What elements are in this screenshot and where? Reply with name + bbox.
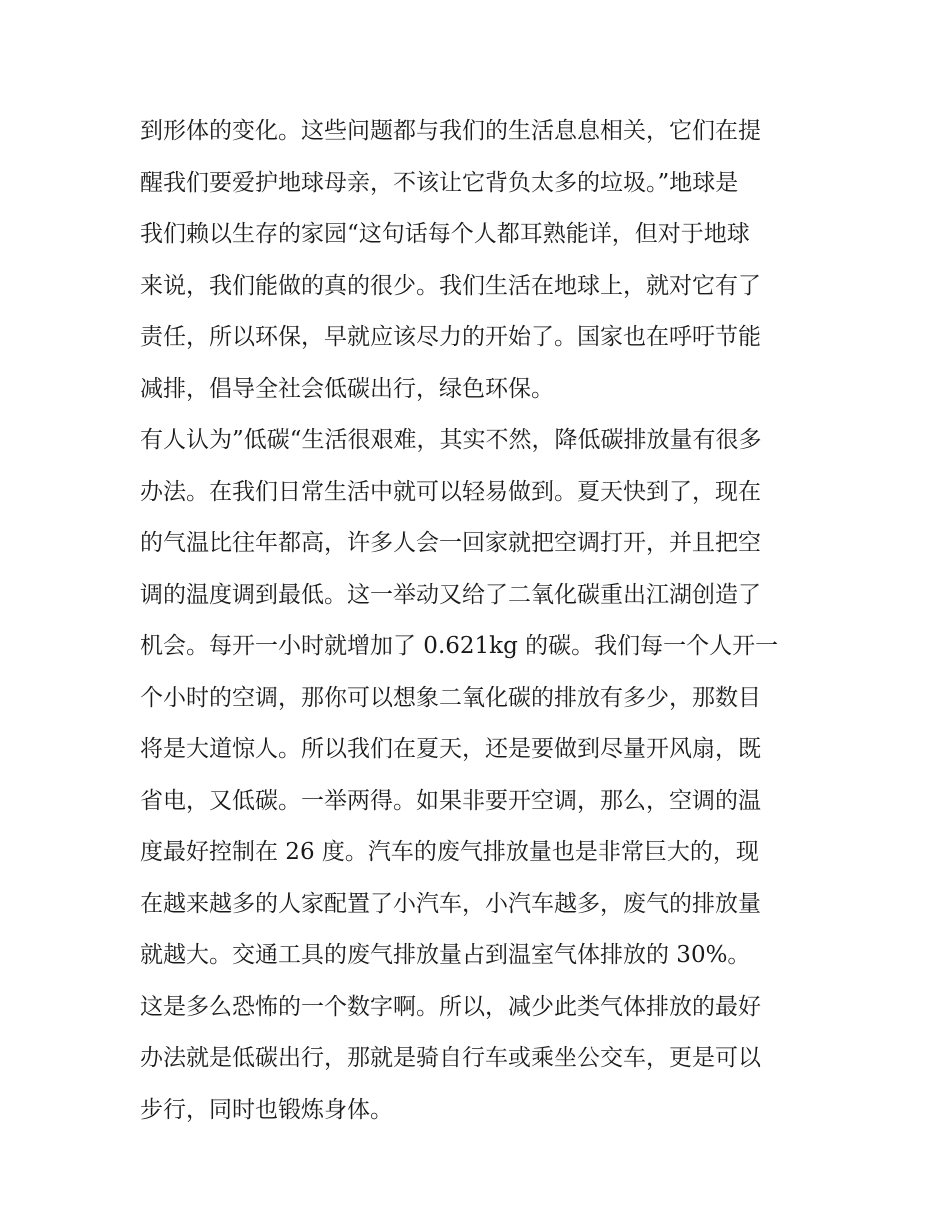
text-line: 调的温度调到最低。这一举动又给了二氧化碳重出江湖创造了 bbox=[140, 581, 761, 608]
text-line: 度最好控制在 26 度。汽车的废气排放量也是非常巨大的，现 bbox=[140, 839, 759, 865]
text-line: 到形体的变化。这些问题都与我们的生活息息相关，它们在提 bbox=[140, 118, 761, 144]
text-line: 醒我们要爱护地球母亲，不该让它背负太多的垃圾。”地球是 bbox=[140, 169, 739, 196]
text-line: 有人认为”低碳“生活很艰难，其实不然，降低碳排放量有很多 bbox=[140, 427, 762, 453]
text-line: 在越来越多的人家配置了小汽车，小汽车越多，废气的排放量 bbox=[140, 890, 761, 917]
body-text bbox=[140, 106, 820, 1136]
text-line: 来说，我们能做的真的很少。我们生活在地球上，就对它有了 bbox=[140, 272, 761, 299]
text-line: 个小时的空调，那你可以想象二氧化碳的排放有多少，那数目 bbox=[140, 684, 761, 711]
text-line: 的气温比往年都高，许多人会一回家就把空调打开，并且把空 bbox=[140, 530, 761, 556]
text-line: 办法。在我们日常生活中就可以轻易做到。夏天快到了，现在 bbox=[140, 478, 761, 505]
text-line: 责任，所以环保，早就应该尽力的开始了。国家也在呼吁节能 bbox=[140, 324, 761, 350]
text-line: 将是大道惊人。所以我们在夏天，还是要做到尽量开风扇，既 bbox=[140, 736, 761, 762]
text-line: 减排，倡导全社会低碳出行，绿色环保。 bbox=[140, 375, 554, 402]
text-line: 机会。每开一小时就增加了 0.621kg 的碳。我们每一个人开一 bbox=[140, 633, 779, 659]
text-line: 步行，同时也锻炼身体。 bbox=[140, 1096, 393, 1123]
text-line: 就越大。交通工具的废气排放量占到温室气体排放的 30%。 bbox=[140, 942, 751, 968]
text-line: 办法就是低碳出行，那就是骑自行车或乘坐公交车，更是可以 bbox=[140, 1045, 761, 1071]
text-line: 这是多么恐怖的一个数字啊。所以，减少此类气体排放的最好 bbox=[140, 993, 761, 1020]
text-line: 省电，又低碳。一举两得。如果非要开空调，那么，空调的温 bbox=[140, 787, 761, 814]
text-line: 我们赖以生存的家园“这句话每个人都耳熟能详，但对于地球 bbox=[140, 221, 750, 247]
